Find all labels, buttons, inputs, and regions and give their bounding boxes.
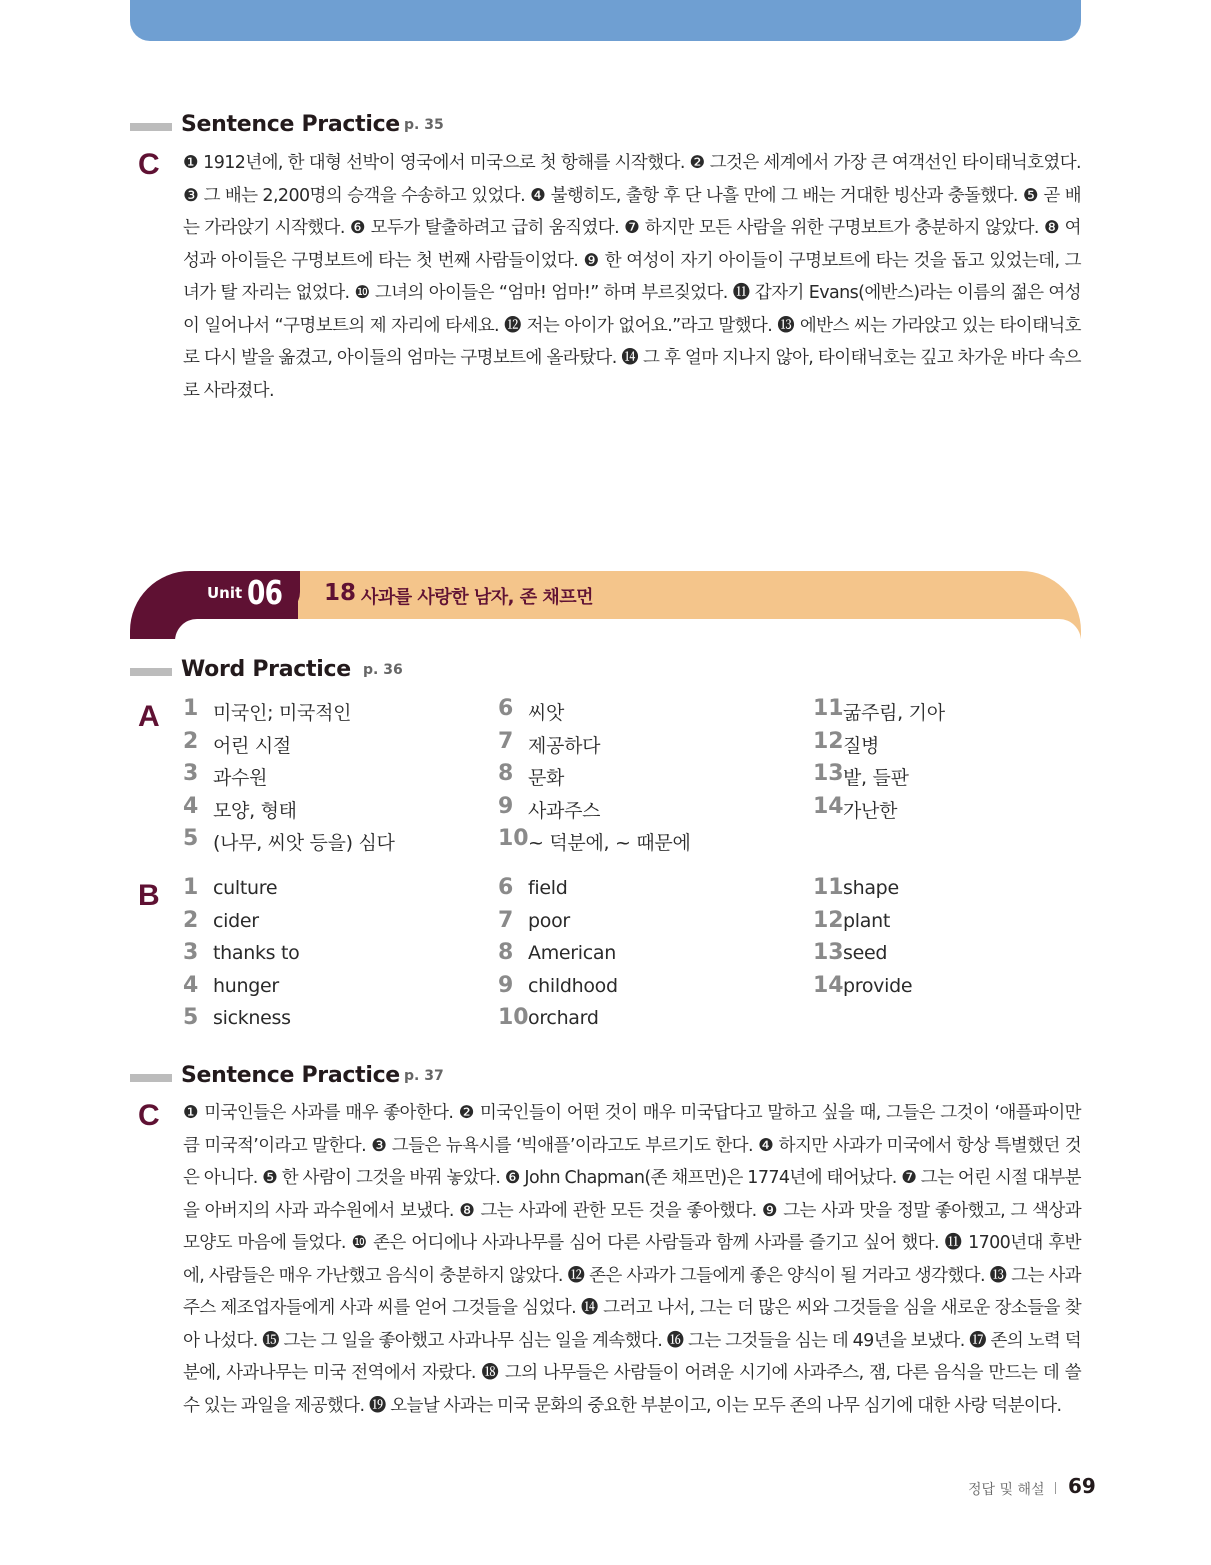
word-item-text: orchard [528, 1007, 599, 1029]
word-item-number: 1 [183, 875, 199, 900]
word-item-number: 5 [183, 1005, 199, 1030]
sentence-practice-translation-37: ❶ 미국인들은 사과를 매우 좋아한다. ❷ 미국인들이 어떤 것이 매우 미국답다고 말하고 싶을 때, 그들은 그것이 ‘애플파이만큼 미국적’이라고 말한다. ❸ 그들은 뉴욕시를 ‘빅애플’이라고도 부르기도 한다. ❹ 하지만 사과가 미국에서 항상 특별했던 것은 아니다. ❺ 한 사람이 그것을 바꿔 놓았다. ❻ John Chapman(존 채프먼)은 1774년에 태어났다. ❼ 그는 어린 시절 대부분을 아버지의 사과 과수원에서 보냈다. ❽ 그는 사과에 관한 모든 것을 좋아했다. ❾ 그는 사과 맛을 정말 좋아했고, 그 색상과 모양도 마음에 들었다. ❿ 존은 어디에나 사과나무를 심어 다른 사람들과 함께 사과를 즐기고 싶어 했다. ⓫ 1700년대 후반에, 사람들은 매우 가난했고 음식이 충분하지 않았다. ⓬ 존은 사과가 그들에게 좋은 양식이 될 거라고 생각했다. ⓭ 그는 사과주스 제조업자들에게 사과 씨를 얻어 그것들을 심었다. ⓮ 그러고 나서, 그는 더 많은 씨와 그것들을 심을 새로운 장소들을 찾아 나섰다. ⓯ 그는 그 일을 좋아했고 사과나무 심는 일을 계속했다. ⓰ 그는 그것들을 심는 데 49년을 보냈다. ⓱ 존의 노력 덕분에, 사과나무는 미국 전역에서 자랐다. ⓲ 그의 나무들은 사람들이 어려운 시기에 사과주스, 잼, 다른 음식을 만드는 데 쓸 수 있는 과일을 제공했다. ⓳ 오늘날 사과는 미국 문화의 중요한 부분이고, 이는 모두 존의 나무 심기에 대한 사랑 덕분이다. [183, 1103, 1081, 1416]
word-item-text: seed [843, 942, 888, 964]
word-item-number: 12 [813, 728, 844, 754]
word-item-number: 7 [498, 907, 514, 933]
exercise-letter-b: B [138, 879, 160, 912]
word-item-number: 1 [183, 696, 199, 721]
word-item-text: 가난한 [843, 799, 898, 822]
top-banner [130, 0, 1081, 41]
word-item-number: 2 [183, 907, 199, 933]
word-item-number: 10 [498, 826, 529, 851]
section-title: Sentence Practice [181, 112, 400, 137]
word-item-number: 9 [498, 793, 514, 819]
word-item-text: sickness [213, 1007, 291, 1029]
section-bar [130, 1074, 172, 1082]
word-item-text: 사과주스 [528, 799, 601, 822]
word-item-number: 2 [183, 728, 199, 754]
word-item-number: 8 [498, 761, 514, 786]
section-title: Word Practice [181, 657, 351, 682]
footer-label: 정답 및 해설 [968, 1482, 1045, 1498]
word-item-text: cider [213, 909, 259, 932]
section-bar [130, 668, 172, 676]
word-item-number: 3 [183, 940, 199, 965]
unit-number: 06 [247, 573, 283, 612]
word-item-text: 과수원 [213, 767, 268, 789]
word-item-number: 4 [183, 793, 199, 819]
unit-banner-cutout [175, 619, 1081, 643]
lesson-number: 18 [324, 580, 357, 606]
word-item-number: 11 [813, 875, 844, 900]
word-item-text: American [528, 942, 617, 964]
word-item-text: 굶주림, 기아 [843, 702, 945, 724]
word-item-number: 14 [813, 793, 844, 819]
word-item-number: 8 [498, 940, 514, 965]
word-item-text: thanks to [213, 942, 300, 964]
word-item-text: 씨앗 [528, 702, 565, 724]
word-item-text: provide [843, 974, 913, 997]
unit-label: Unit [207, 584, 243, 602]
word-item-text: shape [843, 877, 899, 899]
word-item-number: 4 [183, 972, 199, 998]
section-title: Sentence Practice [181, 1063, 400, 1088]
word-item-text: poor [528, 909, 570, 932]
exercise-letter-c: C [138, 148, 160, 181]
word-item-text: 밭, 들판 [843, 767, 909, 789]
section-page-ref: p. 36 [363, 662, 403, 678]
word-item-number: 3 [183, 761, 199, 786]
word-item-text: 문화 [528, 767, 565, 789]
word-item-number: 7 [498, 728, 514, 754]
section-bar [130, 123, 172, 131]
word-item-number: 11 [813, 696, 844, 721]
sentence-practice-translation-35: ❶ 1912년에, 한 대형 선박이 영국에서 미국으로 첫 항해를 시작했다. ❷ 그것은 세계에서 가장 큰 여객선인 타이태닉호였다. ❸ 그 배는 2,200명의 승객을 수송하고 있었다. ❹ 불행히도, 출항 후 단 나흘 만에 그 배는 거대한 빙산과 충돌했다. ❺ 곧 배는 가라앉기 시작했다. ❻ 모두가 탈출하려고 급히 움직였다. ❼ 하지만 모든 사람을 위한 구명보트가 충분하지 않았다. ❽ 여성과 아이들은 구명보트에 타는 첫 번째 사람들이었다. ❾ 한 여성이 자기 아이들이 구명보트에 타는 것을 돕고 있었는데, 그녀가 탈 자리는 없었다. ❿ 그녀의 아이들은 “엄마! 엄마!” 하며 부르짖었다. ⓫ 갑자기 Evans(에반스)라는 이름의 젊은 여성이 일어나서 “구명보트의 제 자리에 타세요. ⓬ 저는 아이가 없어요.”라고 말했다. ⓭ 에반스 씨는 가라앉고 있는 타이태닉호로 다시 발을 옮겼고, 아이들의 엄마는 구명보트에 올라탔다. ⓮ 그 후 얼마 지나지 않아, 타이태닉호는 깊고 차가운 바다 속으로 사라졌다. [183, 153, 1081, 401]
section-page-ref: p. 37 [404, 1068, 444, 1084]
unit-banner [130, 571, 1081, 639]
word-item-text: field [528, 877, 568, 899]
word-item-number: 9 [498, 972, 514, 998]
word-item-number: 5 [183, 826, 199, 851]
word-item-text: childhood [528, 974, 618, 997]
word-item-text: (나무, 씨앗 등을) 심다 [213, 832, 395, 854]
word-item-number: 6 [498, 696, 514, 721]
word-item-text: 모양, 형태 [213, 799, 297, 822]
word-item-number: 13 [813, 761, 844, 786]
word-item-number: 12 [813, 907, 844, 933]
word-item-number: 13 [813, 940, 844, 965]
word-item-text: culture [213, 877, 278, 899]
word-item-number: 10 [498, 1005, 529, 1030]
exercise-letter-c: C [138, 1099, 160, 1132]
word-item-text: hunger [213, 974, 279, 997]
section-page-ref: p. 35 [404, 117, 444, 133]
lesson-title: 사과를 사랑한 남자, 존 채프먼 [361, 587, 594, 608]
word-item-text: ~ 덕분에, ~ 때문에 [528, 832, 691, 854]
word-item-text: 질병 [843, 734, 880, 757]
word-item-text: 미국인; 미국적인 [213, 702, 352, 724]
exercise-letter-a: A [138, 700, 160, 733]
word-item-number: 14 [813, 972, 844, 998]
word-item-text: plant [843, 909, 890, 932]
page-number: 69 [1068, 1474, 1096, 1498]
word-item-text: 어린 시절 [213, 734, 291, 757]
word-item-text: 제공하다 [528, 734, 601, 757]
word-item-number: 6 [498, 875, 514, 900]
footer-separator [1055, 1482, 1056, 1494]
